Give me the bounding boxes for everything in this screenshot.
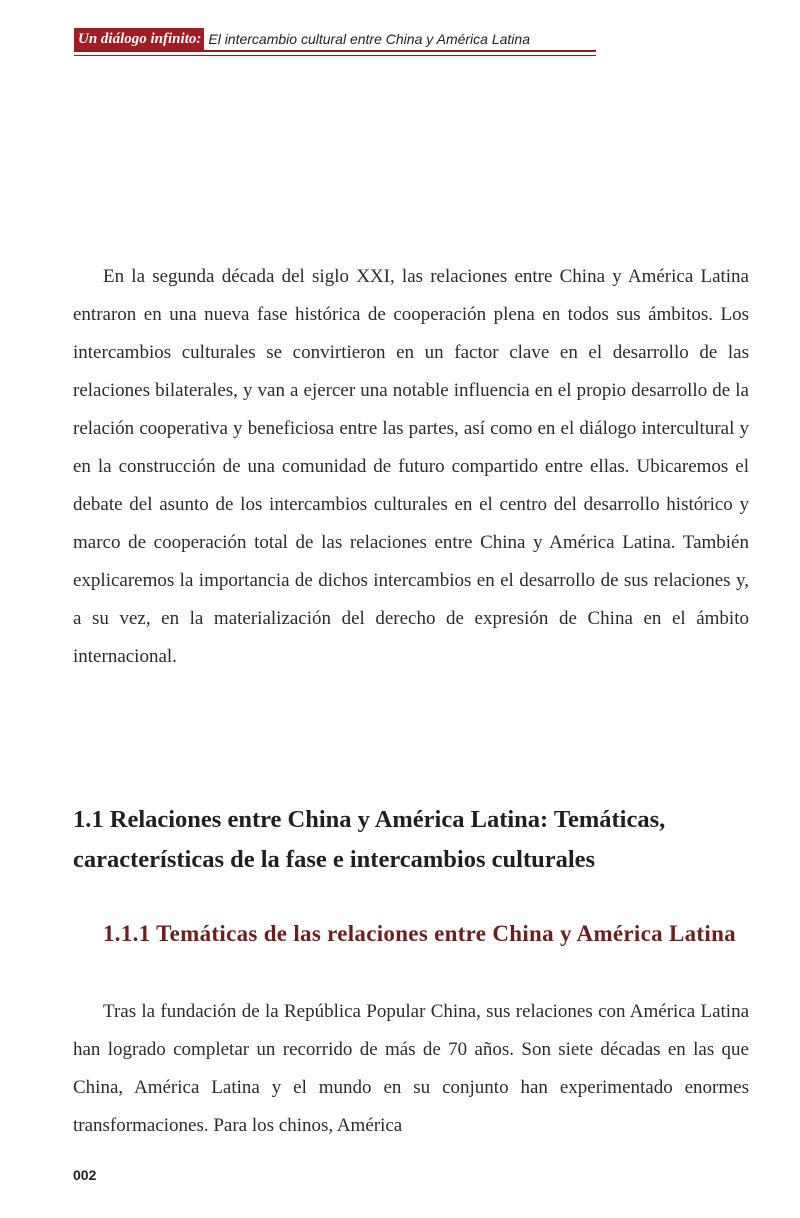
page-number: 002 — [73, 1167, 97, 1183]
body-paragraph-intro: En la segunda década del siglo XXI, las relaciones entre China y América Latina entraron en una nueva fase histórica de cooperación plena en todos sus ámbitos. Los intercambios culturales se convirtieron en un factor clave en el desarrollo de las relaciones bilaterales, y van a ejercer una notable influencia en el propio desarrollo de la relación cooperativa y beneficiosa entre las partes, así como en el diálogo intercultural y en la construcción de una comunidad de futuro compartido entre ellas. Ubicaremos el debate del asunto de los intercambios culturales en el centro del desarrollo histórico y marco de cooperación total de las relaciones entre China y América Latina. También explicaremos la importancia de dichos intercambios en el desarrollo de sus relaciones y, a su vez, en la materialización del derecho de expresión de China en el ámbito internacional. — [73, 266, 749, 667]
section-heading: 1.1 Relaciones entre China y América Latina: Temáticas, características de la fase e intercambios culturales — [73, 806, 666, 873]
book-title: El intercambio cultural entre China y América Latina — [208, 31, 530, 47]
subsection-heading: 1.1.1 Temáticas de las relaciones entre China y América Latina — [103, 921, 736, 946]
body-paragraph-history: Tras la fundación de la República Popular China, sus relaciones con América Latina han logrado completar un recorrido de más de 70 años. Son siete décadas en las que China, América Latina y el mundo en su conjunto han experimentado enormes transformaciones. Para los chinos, América — [73, 1001, 749, 1136]
running-header — [74, 28, 596, 52]
book-series-label: Un diálogo infinito: — [74, 28, 204, 50]
